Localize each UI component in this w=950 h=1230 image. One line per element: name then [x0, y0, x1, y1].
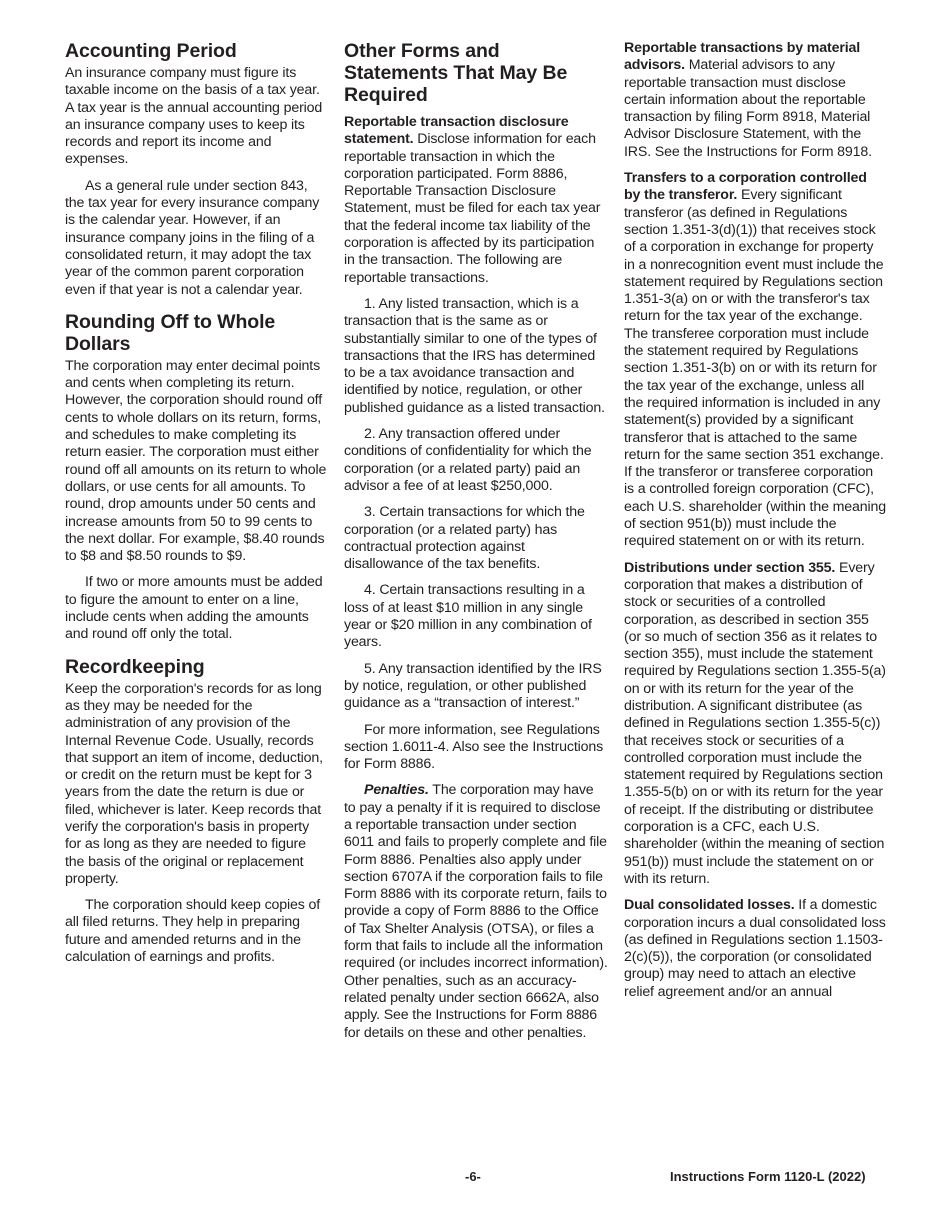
distributions-paragraph — [624, 560, 886, 889]
more-info-paragraph: For more information, see Regulations section 1.6011-4. Also see the Instructions for Form 8886. — [344, 721, 604, 773]
transfers-text: Every significant transferor (as defined in Regulations section 1.351-3(d)(1)) that receives stock of a corporation in exchange for property in a nonrecognition event must include the statement required by Regulations section 1.351-3(a) on or with the transferor's tax return for the tax year of the exchange. The transferee corporation must include the statement required by Regulations section 1.351-3(b) on or with its return for the tax year of the exchange, unless all the required information is included in any statement(s) provided by a significant transferor that is attached to the same return for the same section 351 exchange. If the transferor or transferee corporation is a controlled foreign corporation (CFC), each U.S. shareholder (within the meaning of section 951(b)) must include the required statement on or with its return. — [624, 187, 886, 550]
penalties-title: Penalties. — [364, 782, 429, 799]
recordkeeping-heading: Recordkeeping — [65, 655, 205, 678]
material-advisors-paragraph — [624, 40, 886, 161]
dual-losses-paragraph — [624, 897, 886, 1001]
rounding-paragraph-2: If two or more amounts must be added to figure the amount to enter on a line, include cents when adding the amounts and round off only the total. — [65, 574, 323, 643]
page-number: -6- — [465, 1169, 481, 1184]
reportable-item-1: 1. Any listed transaction, which is a transaction that is the same as or substantially similar to one of the types of transactions that the IRS has determined to be a tax avoidance transaction and identified by notice, regulation, or other published guidance as a listed transaction. — [344, 295, 605, 416]
accounting-period-heading: Accounting Period — [65, 40, 237, 62]
rounding-heading: Rounding Off to Whole Dollars — [65, 310, 276, 355]
penalties-text: The corporation may have to pay a penalty if it is required to disclose a reportable transaction under section 6011 and fails to properly complete and file Form 8886. Penalties also apply under section 6707A if the corporation fails to file Form 8886 with its corporate return, fails to provide a copy of Form 8886 to the Office of Tax Shelter Analysis (OTSA), or files a form that fails to include all the information required (or includes incorrect information). Other penalties, such as an accuracy-related penalty under section 6662A, also apply. See the Instructions for Form 8886 for details on these and other penalties. — [344, 782, 608, 1041]
recordkeeping-paragraph-1: Keep the corporation's records for as long as they may be needed for the administration of any provision of the Internal Revenue Code. Usually, records that support an item of income, deduction, or credit on the return must be kept for 3 years from the date the return is due or filed, whichever is later. Keep records that verify the corporation's basis in property for as long as they are needed to figure the basis of the original or replacement property. — [65, 680, 323, 887]
column-2 — [344, 40, 608, 1051]
disclosure-paragraph — [344, 114, 608, 287]
material-advisors-title: Reportable transactions by material advisors. — [624, 40, 861, 74]
material-advisors-text: Material advisors to any reportable transaction must disclose certain information about the reportable transaction by filing Form 8918, Material Advisor Disclosure Statement, with the IRS. See the Instructions for Form 8918. — [624, 57, 872, 160]
reportable-item-4: 4. Certain transactions resulting in a loss of at least $10 million in any single year or $20 million in any combination of years. — [344, 582, 592, 651]
dual-losses-title: Dual consolidated losses. — [624, 897, 795, 914]
distributions-title: Distributions under section 355. — [624, 559, 836, 576]
reportable-item-3: 3. Certain transactions for which the corporation (or a related party) has contractual protection against disallowance of the tax benefits. — [344, 504, 585, 573]
accounting-period-paragraph-1: An insurance company must figure its taxable income on the basis of a tax year. A tax year is the annual accounting period an insurance company uses to keep its records and report its income and expenses. — [65, 65, 323, 168]
form-title: Instructions Form 1120-L (2022) — [670, 1169, 866, 1184]
rounding-paragraph-1: The corporation may enter decimal points and cents when completing its return. However, the corporation should round off cents to whole dollars on its return, forms, and schedules to make completing its return easier. The corporation must either round off all amounts on its return to whole dollars, or use cents for all amounts. To round, drop amounts under 50 cents and increase amounts from 50 to 99 cents to the next dollar. For example, $8.40 rounds to $8 and $8.50 rounds to $9. — [65, 357, 327, 565]
page-footer — [0, 1169, 950, 1189]
disclosure-text: Disclose information for each reportable transaction in which the corporation participated. Form 8886, Reportable Transaction Disclosure Statement, must be filed for each tax year that the federal income tax liability of the corporation is affected by its participation in the transaction. The following are reportable transactions. — [344, 131, 601, 286]
distributions-text: Every corporation that makes a distribution of stock or securities of a controlled corporation, as described in section 355 (or so much of section 356 as it relates to section 355), must include the statement required by Regulations section 1.355-5(a) on or with its return for the year of the distribution. A significant distributee (as defined in Regulations section 1.355-5(c)) that receives stock or securities of a controlled corporation must include the statement required by Regulations section 1.355-5(b) on or with its return for the year of receipt. If the distributing or distributee corporation is a CFC, each U.S. shareholder (within the meaning of section 951(b)) must include the statement on or with its return. — [624, 559, 886, 887]
other-forms-heading: Other Forms and Statements That May Be Required — [344, 40, 568, 106]
dual-losses-text: If a domestic corporation incurs a dual consolidated loss (as defined in Regulations section 1.1503-2(c)(5)), the corporation (or consolidated group) may need to attach an elective relief agreement and/or an annual — [624, 897, 886, 1000]
accounting-period-paragraph-2: As a general rule under section 843, the tax year for every insurance company is the calendar year. However, if an insurance company joins in the filing of a consolidated return, it may adopt the tax year of the common parent corporation even if that year is not a calendar year. — [65, 177, 320, 298]
column-3 — [624, 40, 886, 1010]
column-1 — [65, 40, 327, 975]
penalties-paragraph — [344, 782, 608, 1041]
reportable-item-2: 2. Any transaction offered under conditions of confidentiality for which the corporation (or a related party) paid an advisor a fee of at least $250,000. — [344, 426, 592, 494]
reportable-item-5: 5. Any transaction identified by the IRS by notice, regulation, or other published guidance as a “transaction of interest.” — [344, 660, 602, 712]
disclosure-title: Reportable transaction disclosure statement. — [344, 114, 569, 148]
recordkeeping-paragraph-2: The corporation should keep copies of all filed returns. They help in preparing future and amended returns and in the calculation of earnings and profits. — [65, 897, 321, 966]
transfers-title: Transfers to a corporation controlled by the transferor. — [624, 170, 867, 204]
transfers-paragraph — [624, 170, 886, 551]
